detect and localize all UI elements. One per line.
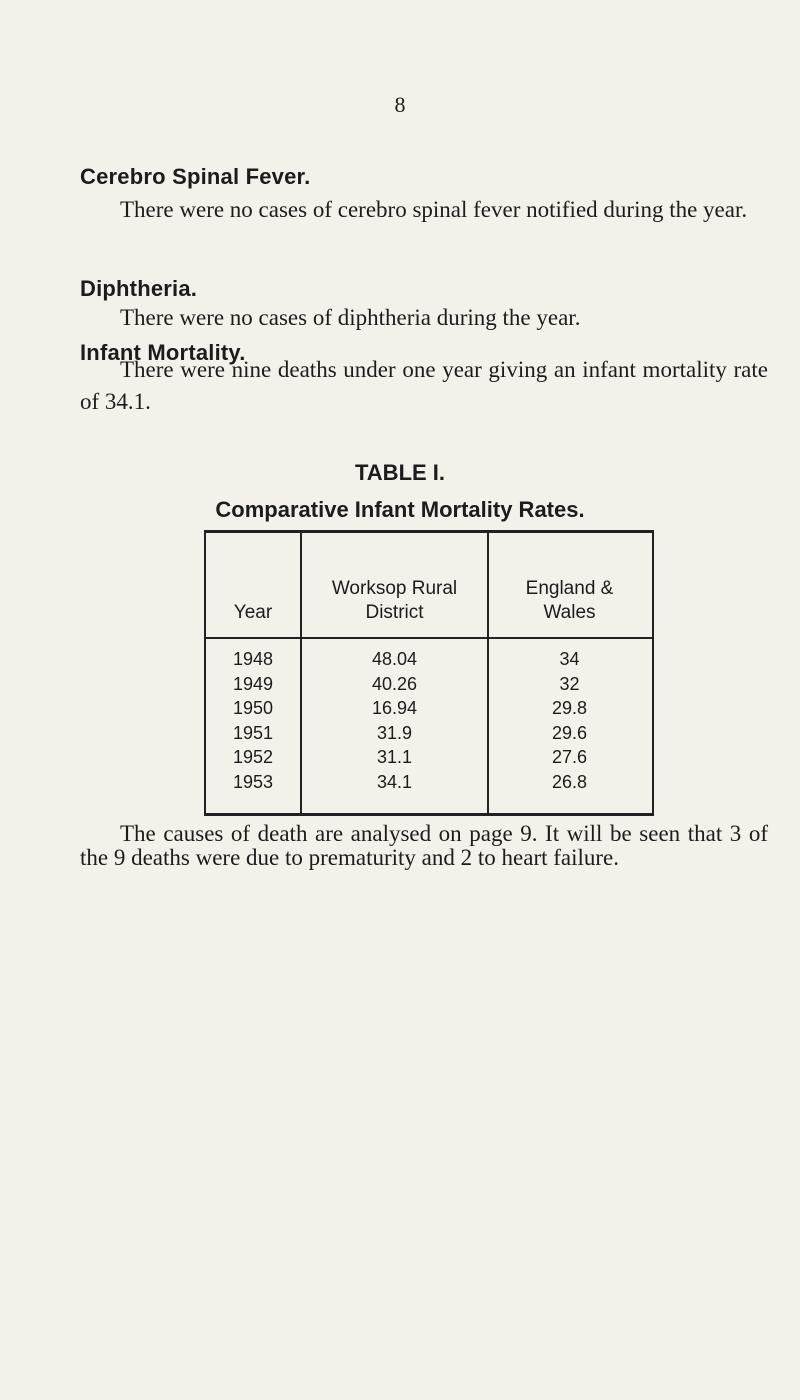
year-cell: 1950 [232,698,274,718]
year-cell: 1949 [232,673,274,694]
worksop-rate-cell: 40.26 [371,673,418,694]
header-worksop-rural-district: Worksop Rural District [331,578,458,623]
closing-paragraph: The causes of death are analysed on page 9. It will be seen that 3 of the 9 deaths were due to prematurity and 2 to heart failure. [80,821,768,870]
paragraph-diphtheria: There were no cases of diphtheria during the year. [120,305,581,330]
year-cell: 1953 [232,771,274,792]
page-number: 8 [394,92,406,117]
table-title: TABLE I. [354,460,446,485]
england-rate-cell: 26.8 [551,771,588,792]
year-cell: 1948 [232,649,274,669]
table-subtitle: Comparative Infant Mortality Rates. [215,497,585,522]
worksop-rate-cell: 34.1 [376,771,413,792]
header-year: Year [233,602,273,623]
header-england-wales: England & Wales [525,578,614,623]
worksop-rate-cell: 31.1 [376,747,413,767]
paragraph-cerebro-spinal-fever: There were no cases of cerebro spinal fever notified during the year. [120,197,748,222]
england-rate-cell: 27.6 [551,747,588,767]
worksop-rate-cell: 48.04 [371,649,418,669]
heading-diphtheria: Diphtheria. [80,276,198,301]
worksop-rate-cell: 31.9 [376,722,413,743]
header-rule [206,637,652,639]
worksop-rate-cell: 16.94 [371,698,418,718]
worksop-column [302,647,487,794]
mortality-table [204,530,654,816]
england-rate-cell: 32 [559,673,580,694]
year-column [206,647,300,794]
paragraph-infant-mortality: There were nine deaths under one year giving an infant mortality rate of 34.1. [80,357,768,414]
england-column [489,647,650,794]
heading-cerebro-spinal-fever: Cerebro Spinal Fever. [80,164,311,189]
england-rate-cell: 29.8 [551,698,588,718]
heading-infant-mortality: Infant Mortality. [80,340,246,365]
year-cell: 1952 [232,747,274,767]
england-rate-cell: 29.6 [551,722,588,743]
year-cell: 1951 [232,722,274,743]
england-rate-cell: 34 [559,649,580,669]
